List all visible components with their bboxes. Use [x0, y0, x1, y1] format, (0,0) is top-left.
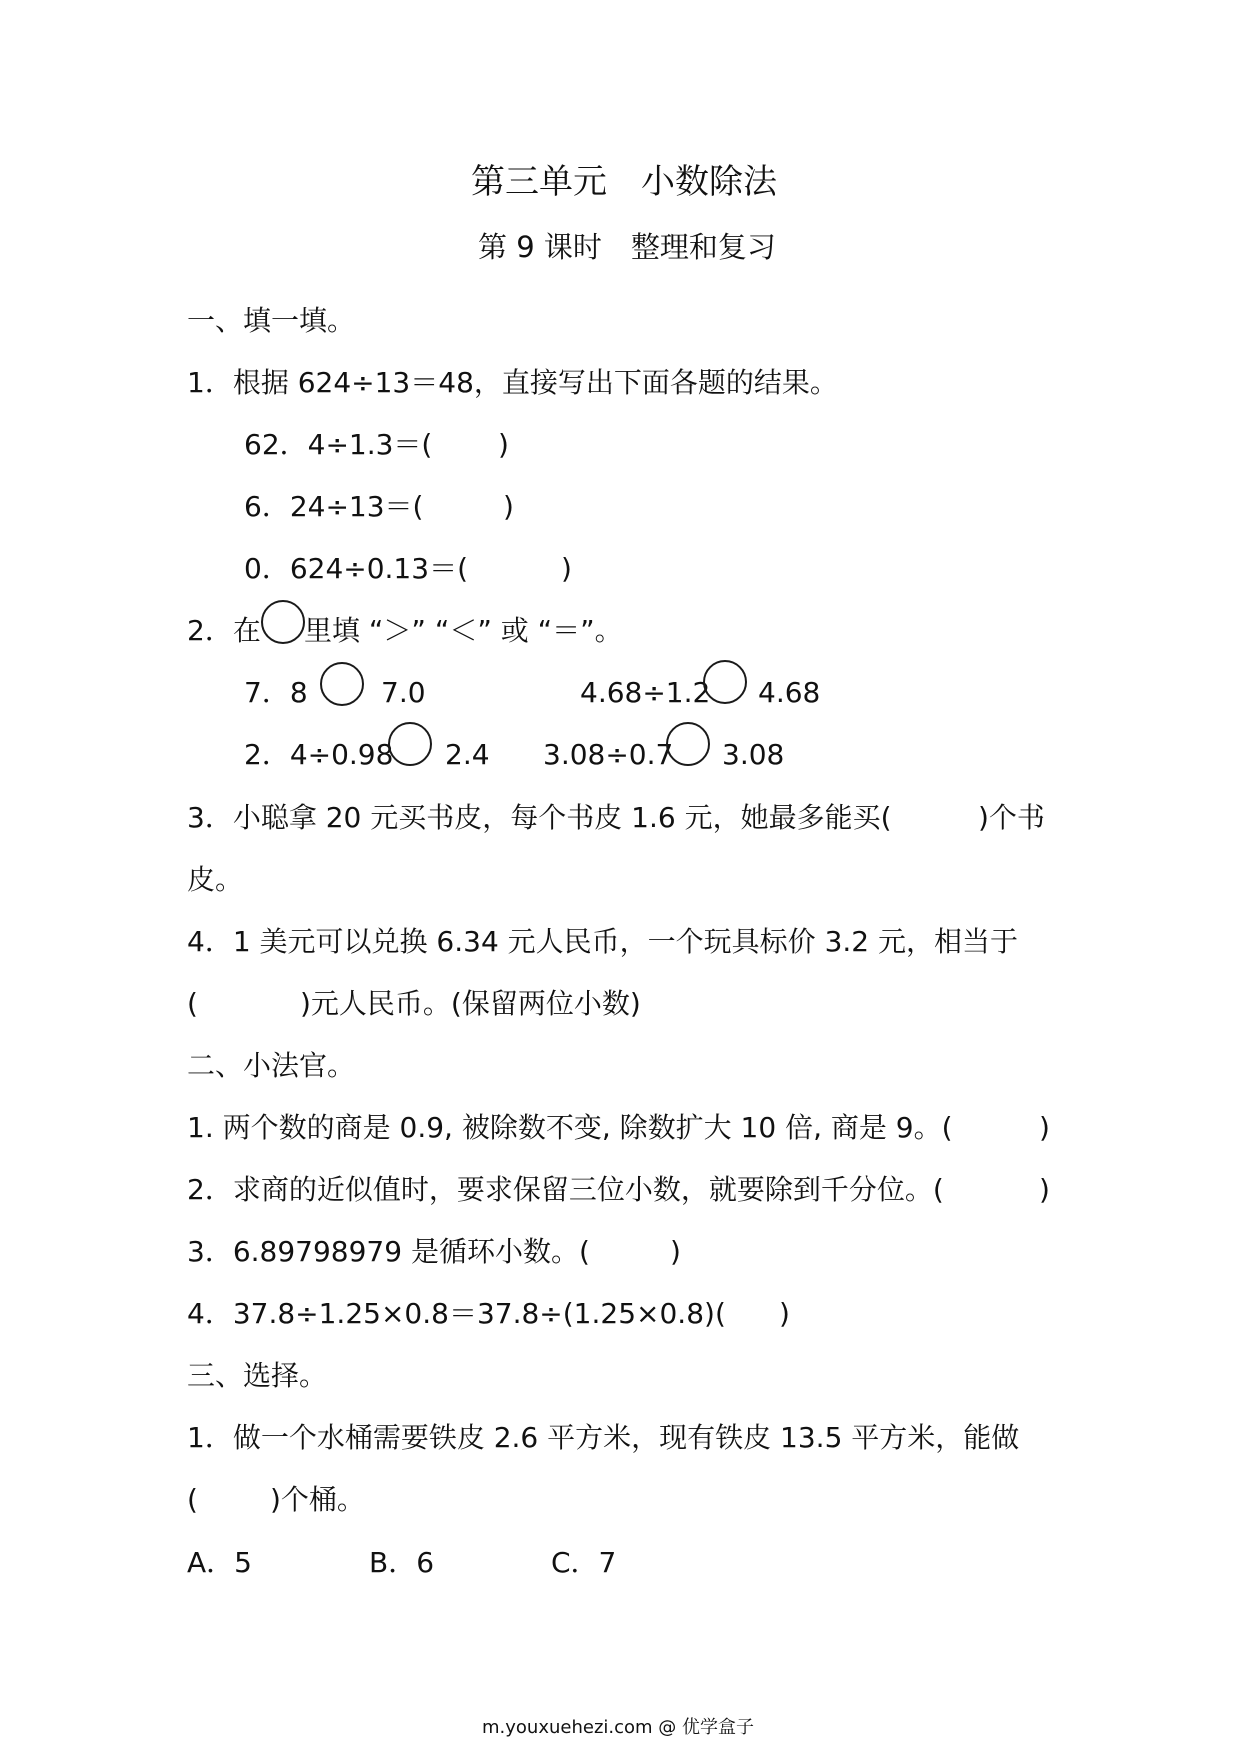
s2-item3-close: ) [670, 1235, 681, 1268]
s1-q1-item3: 0．624÷0.13＝( [244, 552, 468, 585]
s2-item4: 4．37.8÷1.25×0.8＝37.8÷(1.25×0.8)( [187, 1297, 726, 1330]
s1-q1-stem: 1．根据 624÷13＝48，直接写出下面各题的结果。 [187, 366, 838, 399]
s1-q1-item2-close: ) [503, 490, 514, 523]
option-a[interactable]: A．5 [187, 1546, 252, 1579]
s1-q1-item1: 62．4÷1.3＝( [244, 428, 433, 461]
footer-watermark: m.youxuehezi.com @ 优学盒子 [482, 1717, 755, 1738]
section1-heading: 一、填一填。 [187, 304, 356, 337]
s1-q2-row2-right-b: 3.08 [722, 738, 785, 771]
answer-circle[interactable] [320, 662, 364, 706]
answer-circle[interactable] [703, 660, 747, 704]
page-title: 第三单元 小数除法 [471, 162, 777, 202]
s1-q1-item2: 6．24÷13＝( [244, 490, 424, 523]
answer-circle[interactable] [666, 722, 710, 766]
option-b[interactable]: B．6 [369, 1546, 435, 1579]
s1-q1-item3-close: ) [561, 552, 572, 585]
s1-q2-row1-left-a: 7．8 [244, 676, 308, 709]
comparison-circle-icon [261, 600, 305, 644]
s1-q4-line2-b: )元人民币。(保留两位小数) [300, 987, 641, 1020]
s1-q3-line1-b: )个书 [978, 801, 1045, 834]
s2-item2-close: ) [1039, 1173, 1050, 1206]
s3-q1-line2-b: )个桶。 [270, 1483, 365, 1516]
s1-q2-row2-right-a: 3.08÷0.7 [543, 738, 674, 771]
s2-item3: 3．6.89798979 是循环小数。( [187, 1235, 590, 1268]
s2-item4-close: ) [779, 1297, 790, 1330]
s2-item1-close: ) [1039, 1111, 1050, 1144]
s1-q2-row1-right-a: 4.68÷1.2 [580, 676, 711, 709]
s1-q2-row1-right-b: 4.68 [758, 676, 821, 709]
s2-item1: 1. 两个数的商是 0.9, 被除数不变, 除数扩大 10 倍, 商是 9。( [187, 1111, 953, 1144]
option-c[interactable]: C．7 [551, 1546, 617, 1579]
s1-q1-item1-close: ) [498, 428, 509, 461]
section2-heading: 二、小法官。 [187, 1049, 356, 1082]
s1-q2-row2-left-a: 2．4÷0.98 [244, 738, 394, 771]
s1-q3-line1-a: 3．小聪拿 20 元买书皮，每个书皮 1.6 元，她最多能买( [187, 801, 892, 834]
s1-q4-line2-a: ( [187, 987, 198, 1020]
section3-heading: 三、选择。 [187, 1359, 328, 1392]
s1-q2-row2-left-b: 2.4 [445, 738, 490, 771]
s1-q2-stem-suffix: 里填 “＞” “＜” 或 “＝”。 [304, 614, 623, 647]
s3-q1-line2-a: ( [187, 1483, 198, 1516]
answer-circle[interactable] [388, 722, 432, 766]
s1-q2-row1-left-b: 7.0 [381, 676, 426, 709]
s3-q1-line1: 1．做一个水桶需要铁皮 2.6 平方米，现有铁皮 13.5 平方米，能做 [187, 1421, 1020, 1454]
s2-item2: 2．求商的近似值时，要求保留三位小数，就要除到千分位。( [187, 1173, 944, 1206]
s1-q2-stem-prefix: 2．在 [187, 614, 261, 647]
page-subtitle: 第 9 课时 整理和复习 [478, 230, 776, 264]
s1-q4-line1: 4．1 美元可以兑换 6.34 元人民币，一个玩具标价 3.2 元，相当于 [187, 925, 1019, 958]
s1-q3-line2: 皮。 [187, 863, 244, 896]
